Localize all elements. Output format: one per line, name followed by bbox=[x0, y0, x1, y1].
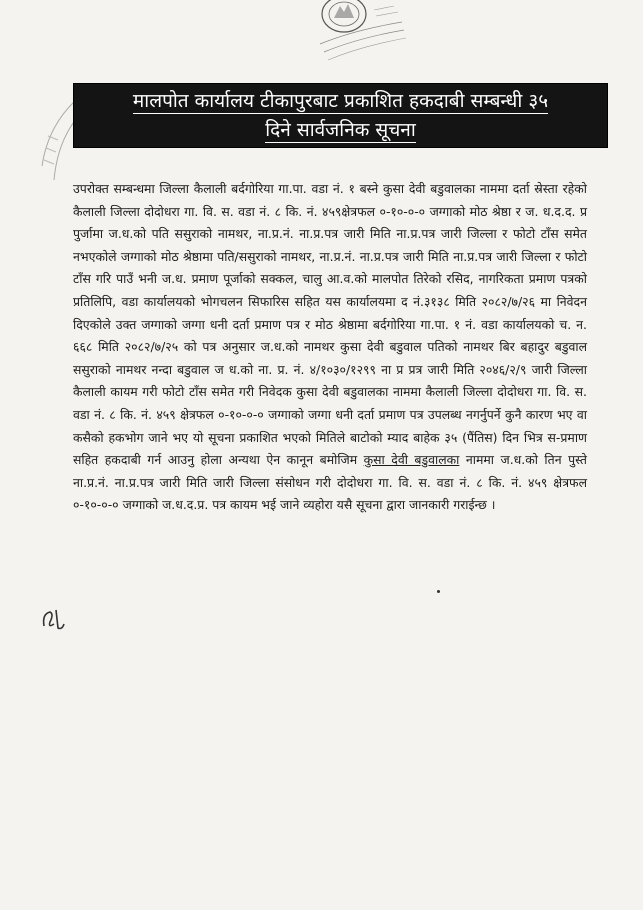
title-line-1 bbox=[74, 88, 607, 114]
title-line-2-text: दिने सार्वजनिक सूचना bbox=[265, 119, 416, 141]
body-text-part-1: उपरोक्त सम्बन्धमा जिल्ला कैलाली बर्दगोरिया गा.पा. वडा नं. १ बस्ने कुसा देवी बडुवालका नाममा दर्ता स्रेस्ता रहेको कैलाली जिल्ला दोदोधरा गा. वि. स. वडा नं. ८ कि. नं. ४५९क्षेत्रफल ०-१०-०-० जग्गाको मोठ श्रेष्ठा र ज. ध.द.द. प्र पुर्जामा ज.ध.को पति ससुराको नामथर, ना.प्र.नं. ना.प्र.पत्र जारी मिति ना.प्र.पत्र जारी जिल्ला र फोटो टाँस समेत नभएकोले जग्गाको मोठ श्रेष्ठामा पति/ससुराको नामथर, ना.प्र.नं. ना.प्र.पत्र जारी मिति ना.प्र.पत्र जारी जिल्ला र फोटो टाँस गरि पाउँ भनी ज.ध. प्रमाण पूर्जाको सक्कल, चालु आ.व.को मालपोत तिरेको रसिद, नागरिकता प्रमाण पत्रको प्रतिलिपि, वडा कार्यालयको भोगचलन सिफारिस सहित यस कार्यालयमा द नं.३१३८ मिति २०८२/७/२६ मा निवेदन दिएकोले उक्त जग्गाको जग्गा धनी दर्ता प्रमाण पत्र र मोठ श्रेष्ठामा बर्दगोरिया गा.पा. १ नं. वडा कार्यालयको च. न. ६६८ मिति २०८२/७/२५ को पत्र अनुसार ज.ध.को नामथर कुसा देवी बडुवाल पतिको नामथर बिर बहादुर बडुवाल ससुराको नामथर नन्दा बडुवाल ज ध.को ना. प्र. नं. ४/१०३०/१२९९ ना प्र प्रत्र जारी मिति २०४६/२/९ जारी जिल्ला कैलाली कायम गरी फोटो टाँस समेत गरी निवेदक कुसा देवी बडुवालका नाममा कैलाली जिल्ला दोदोधरा गा. वि. स. वडा नं. ८ कि. नं. ४५९ क्षेत्रफल ०-१०-०-० जग्गाको जग्गा धनी दर्ता प्रमाण पत्र उपलब्ध नगर्नुपर्ने कुनै कारण भए वा कसैको हकभोग जाने भए यो सूचना प्रकाशित भएको मितिले बाटोको म्याद बाहेक ३५ (पैंतिस) दिन भित्र स-प्रमाण सहित हकदाबी गर्न आउनु होला अन्यथा ऐन कानून बमोजिम bbox=[73, 181, 587, 468]
government-seal bbox=[314, 0, 406, 62]
ink-dot bbox=[437, 590, 440, 593]
body-text-part-2: नाममा ज.ध.को तिन पुस्ते ना.प्र.नं. ना.प्र.पत्र जारी मिति जारी जिल्ला संसोधन गरी दोदोधरा गा. वि. स. वडा नं. ८ कि. नं. ४५९ क्षेत्रफल ०-१०-०-० जग्गाको ज.ध.द.प्र. पत्र कायम भई जाने व्यहोरा यसै सूचना द्वारा जानकारी गराईन्छ । bbox=[73, 452, 587, 513]
title-line-1-text: मालपोत कार्यालय टीकापुरबाट प्रकाशित हकदाबी सम्बन्धी ३५ bbox=[132, 90, 549, 112]
notice-body bbox=[73, 178, 587, 517]
handwritten-signature bbox=[40, 606, 68, 632]
title-line-2 bbox=[74, 117, 607, 143]
body-underlined-name: कुसा देवी बडुवालका bbox=[363, 452, 460, 468]
notice-title-banner bbox=[73, 83, 608, 148]
notice-paragraph bbox=[73, 178, 587, 517]
